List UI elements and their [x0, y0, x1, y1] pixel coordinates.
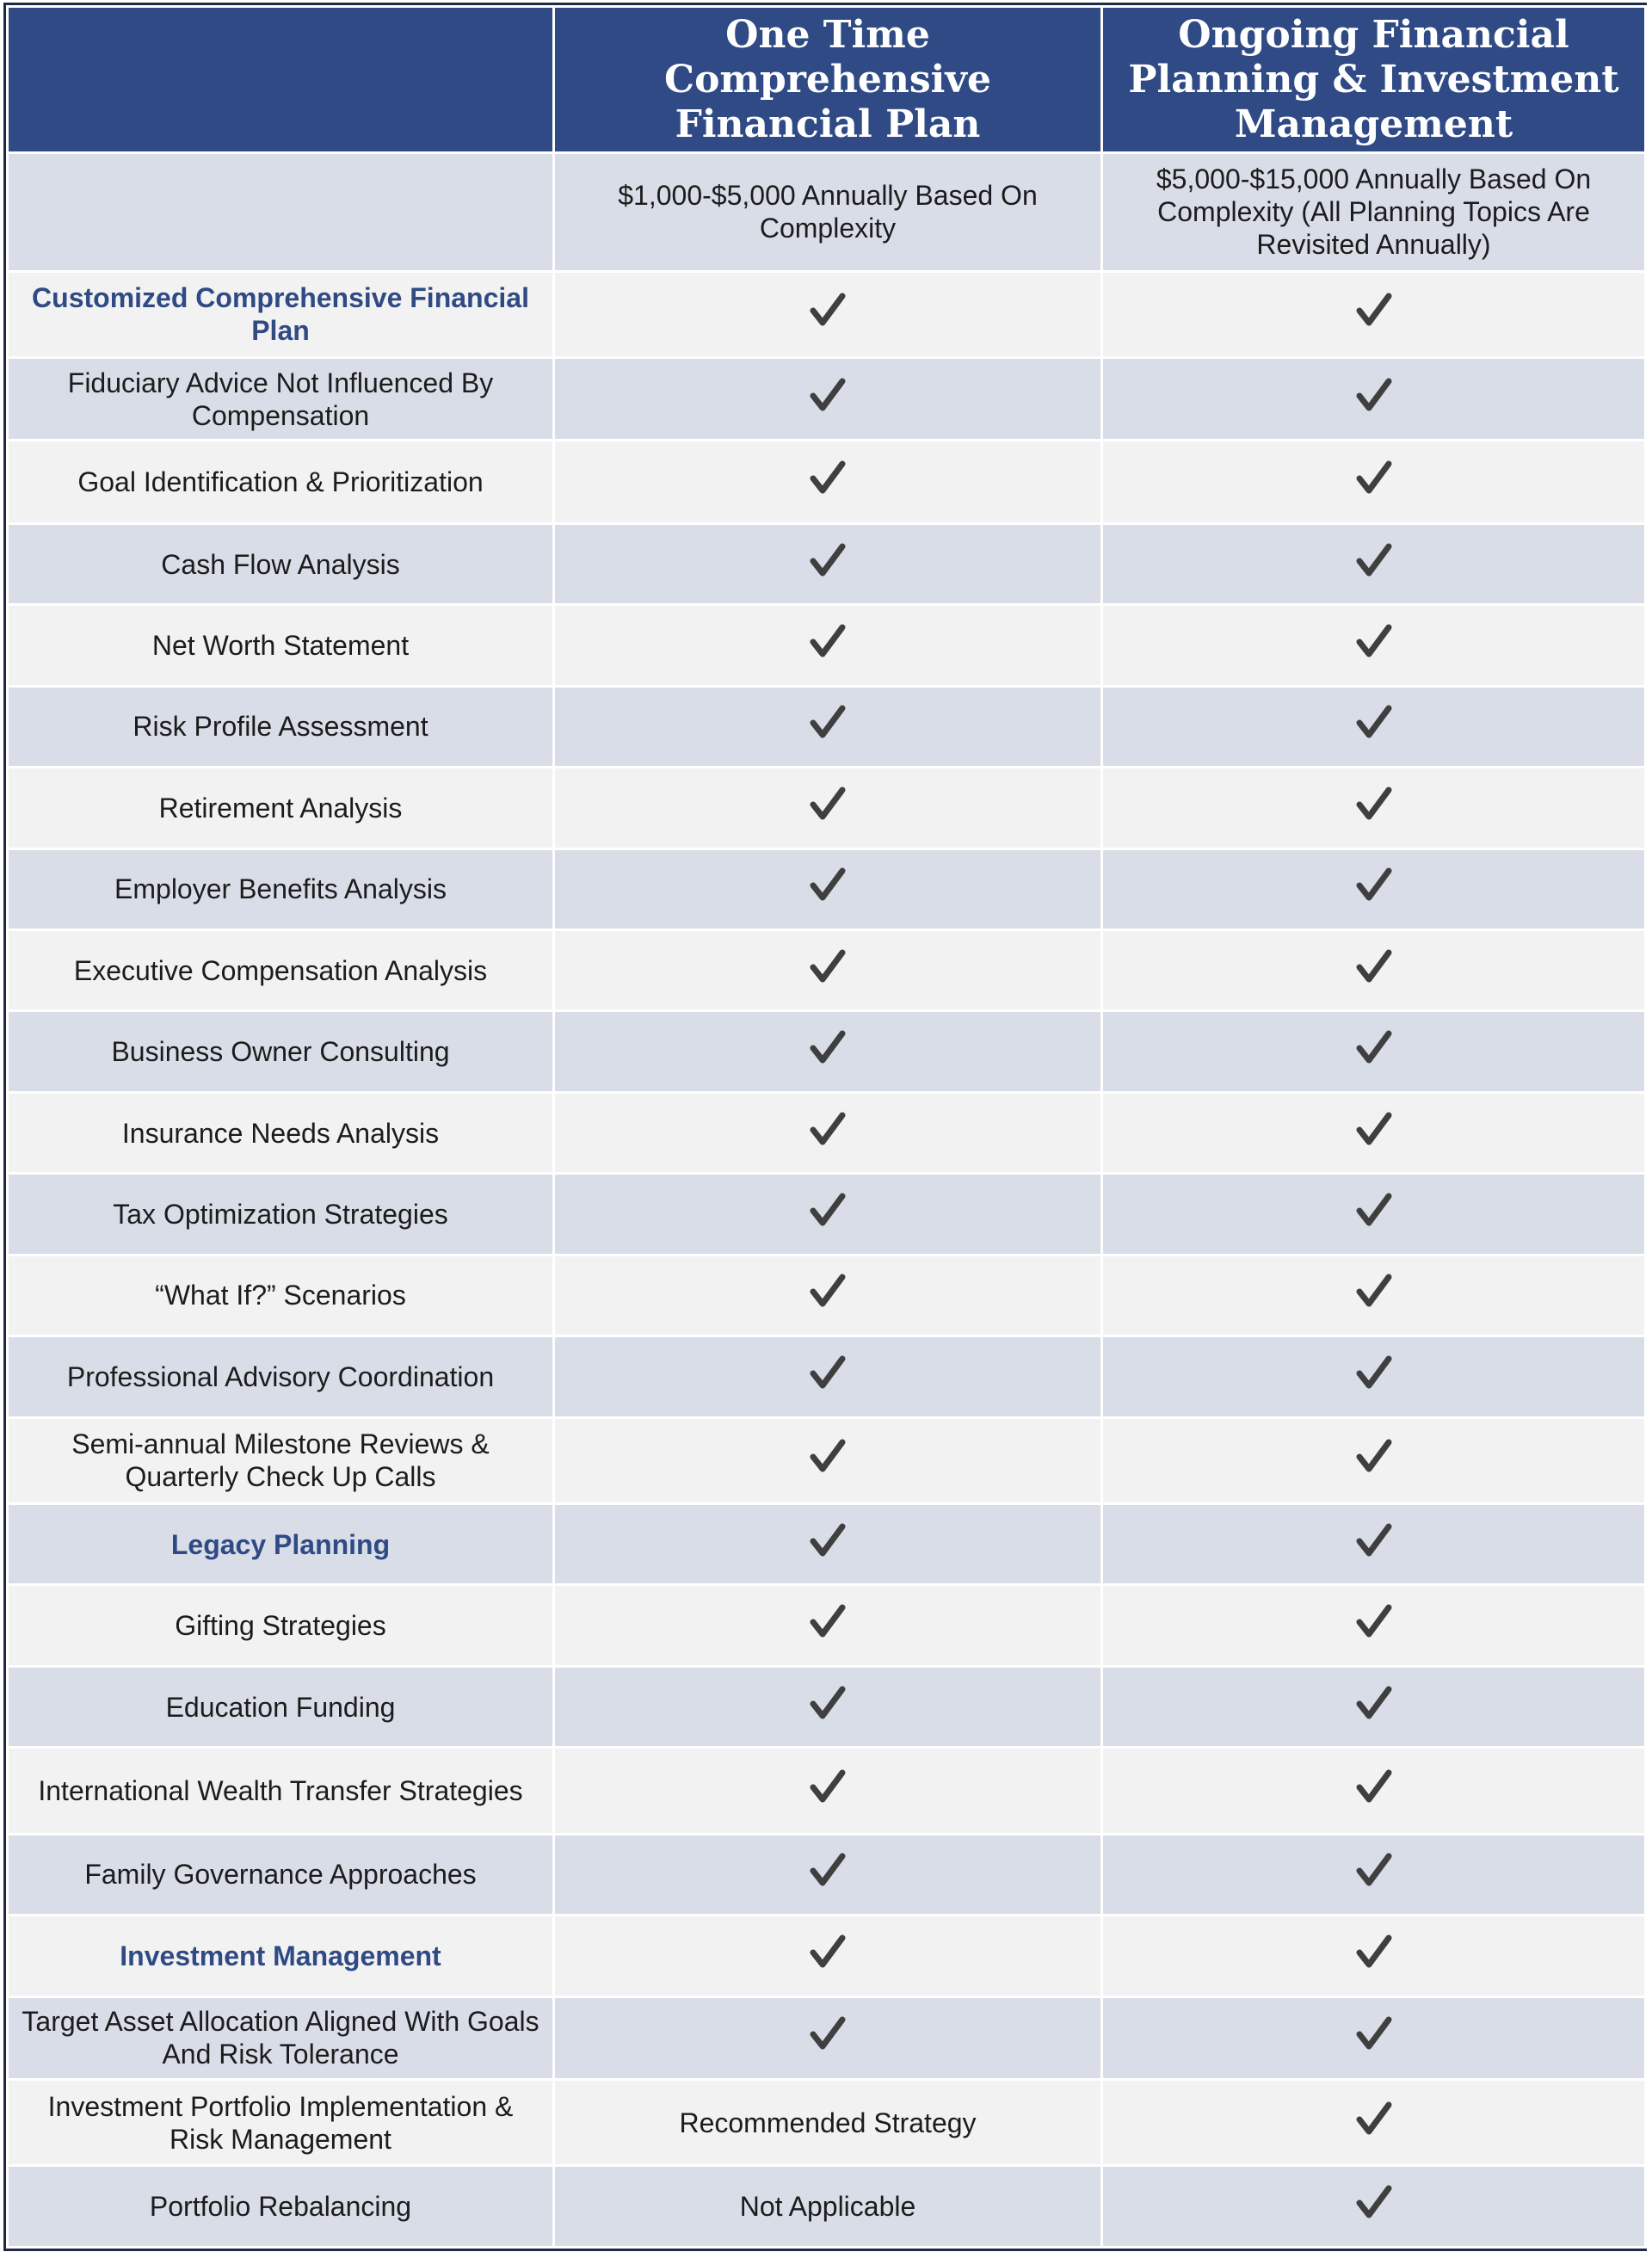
checkmark-icon — [809, 2015, 847, 2053]
checkmark-icon — [809, 292, 847, 330]
one-time-plan-cell: Not Applicable — [554, 2166, 1102, 2248]
one-time-plan-cell — [554, 271, 1102, 357]
checkmark-icon — [809, 1603, 847, 1641]
feature-label: Retirement Analysis — [8, 768, 554, 848]
feature-row — [8, 523, 1646, 604]
header-ongoing-planning: Ongoing Financial Planning & Investment Management — [1102, 7, 1646, 153]
section-heading: Investment Management — [8, 1916, 554, 1996]
service-comparison-table — [6, 5, 1647, 2249]
one-time-plan-cell — [554, 605, 1102, 686]
feature-label: Education Funding — [8, 1666, 554, 1747]
checkmark-icon — [809, 1111, 847, 1149]
feature-row — [8, 2079, 1646, 2165]
checkmark-icon — [809, 1522, 847, 1560]
one-time-plan-cell — [554, 1417, 1102, 1503]
checkmark-icon — [809, 1029, 847, 1067]
feature-row — [8, 1834, 1646, 1915]
one-time-plan-cell — [554, 848, 1102, 929]
feature-label: Target Asset Allocation Aligned With Goals And Risk Tolerance — [8, 1996, 554, 2079]
feature-row — [8, 1336, 1646, 1417]
feature-row — [8, 768, 1646, 848]
checkmark-icon — [809, 1354, 847, 1392]
one-time-plan-cell — [554, 358, 1102, 441]
feature-label: Business Owner Consulting — [8, 1011, 554, 1092]
section-heading: Customized Comprehensive Financial Plan — [8, 271, 554, 357]
checkmark-icon — [1355, 1934, 1393, 1971]
feature-row — [8, 441, 1646, 523]
checkmark-icon — [1355, 1273, 1393, 1311]
ongoing-planning-cell — [1102, 1011, 1646, 1092]
feature-label: International Wealth Transfer Strategies — [8, 1748, 554, 1834]
checkmark-icon — [809, 1934, 847, 1971]
checkmark-icon — [1355, 2184, 1393, 2222]
checkmark-icon — [1355, 1685, 1393, 1723]
one-time-plan-cell — [554, 1996, 1102, 2079]
feature-label: Portfolio Rebalancing — [8, 2166, 554, 2248]
checkmark-icon — [1355, 948, 1393, 986]
header-row — [8, 7, 1646, 153]
feature-label: Insurance Needs Analysis — [8, 1092, 554, 1173]
feature-label: Semi-annual Milestone Reviews & Quarterly Check Up Calls — [8, 1417, 554, 1503]
checkmark-icon — [1355, 292, 1393, 330]
checkmark-icon — [1355, 1029, 1393, 1067]
checkmark-icon — [1355, 1192, 1393, 1230]
feature-label: Investment Portfolio Implementation & Risk Management — [8, 2079, 554, 2165]
feature-row — [8, 1504, 1646, 1585]
checkmark-icon — [1355, 2015, 1393, 2053]
checkmark-icon — [1355, 1438, 1393, 1476]
feature-label: Gifting Strategies — [8, 1585, 554, 1666]
header-blank-cell — [8, 7, 554, 153]
feature-row — [8, 1748, 1646, 1834]
one-time-plan-cell — [554, 1336, 1102, 1417]
ongoing-planning-cell — [1102, 441, 1646, 523]
checkmark-icon — [809, 1192, 847, 1230]
checkmark-icon — [1355, 1522, 1393, 1560]
feature-label: Goal Identification & Prioritization — [8, 441, 554, 523]
feature-row — [8, 1996, 1646, 2079]
pricing-ongoing: $5,000-$15,000 Annually Based On Complexity (All Planning Topics Are Revisited Annually) — [1102, 153, 1646, 272]
one-time-plan-cell — [554, 768, 1102, 848]
feature-row — [8, 686, 1646, 767]
checkmark-icon — [809, 1768, 847, 1806]
feature-row — [8, 930, 1646, 1011]
one-time-plan-cell: Recommended Strategy — [554, 2079, 1102, 2165]
checkmark-icon — [809, 867, 847, 904]
ongoing-planning-cell — [1102, 1336, 1646, 1417]
feature-row — [8, 605, 1646, 686]
pricing-label — [8, 153, 554, 272]
one-time-plan-cell — [554, 1255, 1102, 1336]
ongoing-planning-cell — [1102, 686, 1646, 767]
one-time-plan-cell — [554, 1174, 1102, 1255]
one-time-plan-cell — [554, 441, 1102, 523]
feature-row — [8, 1255, 1646, 1336]
one-time-plan-cell — [554, 523, 1102, 604]
feature-label: Professional Advisory Coordination — [8, 1336, 554, 1417]
checkmark-icon — [1355, 377, 1393, 415]
feature-label: Risk Profile Assessment — [8, 686, 554, 767]
feature-row — [8, 848, 1646, 929]
checkmark-icon — [809, 704, 847, 742]
feature-row — [8, 2166, 1646, 2248]
checkmark-icon — [1355, 1603, 1393, 1641]
one-time-plan-cell — [554, 930, 1102, 1011]
feature-row — [8, 1011, 1646, 1092]
one-time-plan-cell — [554, 1011, 1102, 1092]
pricing-one-time: $1,000-$5,000 Annually Based On Complexity — [554, 153, 1102, 272]
ongoing-planning-cell — [1102, 768, 1646, 848]
ongoing-planning-cell — [1102, 271, 1646, 357]
feature-label: Family Governance Approaches — [8, 1834, 554, 1915]
checkmark-icon — [809, 948, 847, 986]
one-time-plan-cell — [554, 1666, 1102, 1747]
checkmark-icon — [809, 786, 847, 824]
one-time-plan-cell — [554, 1834, 1102, 1915]
feature-row — [8, 358, 1646, 441]
ongoing-planning-cell — [1102, 1092, 1646, 1173]
checkmark-icon — [1355, 542, 1393, 580]
one-time-plan-cell — [554, 1504, 1102, 1585]
checkmark-icon — [1355, 867, 1393, 904]
checkmark-icon — [809, 460, 847, 497]
one-time-plan-cell — [554, 1916, 1102, 1996]
checkmark-icon — [1355, 623, 1393, 661]
checkmark-icon — [809, 1273, 847, 1311]
one-time-plan-cell — [554, 1585, 1102, 1666]
one-time-plan-cell — [554, 1748, 1102, 1834]
checkmark-icon — [809, 542, 847, 580]
feature-row — [8, 1916, 1646, 1996]
ongoing-planning-cell — [1102, 1417, 1646, 1503]
checkmark-icon — [1355, 1852, 1393, 1890]
checkmark-icon — [1355, 460, 1393, 497]
checkmark-icon — [1355, 786, 1393, 824]
feature-row — [8, 271, 1646, 357]
ongoing-planning-cell — [1102, 930, 1646, 1011]
ongoing-planning-cell — [1102, 1174, 1646, 1255]
ongoing-planning-cell — [1102, 1504, 1646, 1585]
one-time-plan-cell — [554, 686, 1102, 767]
header-one-time-plan: One Time Comprehensive Financial Plan — [554, 7, 1102, 153]
feature-row — [8, 1417, 1646, 1503]
ongoing-planning-cell — [1102, 605, 1646, 686]
feature-label: Executive Compensation Analysis — [8, 930, 554, 1011]
checkmark-icon — [1355, 1768, 1393, 1806]
feature-label: Tax Optimization Strategies — [8, 1174, 554, 1255]
checkmark-icon — [809, 377, 847, 415]
ongoing-planning-cell — [1102, 1834, 1646, 1915]
ongoing-planning-cell — [1102, 1255, 1646, 1336]
one-time-plan-cell — [554, 1092, 1102, 1173]
feature-label: “What If?” Scenarios — [8, 1255, 554, 1336]
ongoing-planning-cell — [1102, 358, 1646, 441]
section-heading: Legacy Planning — [8, 1504, 554, 1585]
feature-row — [8, 1585, 1646, 1666]
ongoing-planning-cell — [1102, 848, 1646, 929]
checkmark-icon — [1355, 1354, 1393, 1392]
feature-row — [8, 1092, 1646, 1173]
checkmark-icon — [809, 1685, 847, 1723]
feature-label: Employer Benefits Analysis — [8, 848, 554, 929]
ongoing-planning-cell — [1102, 1748, 1646, 1834]
checkmark-icon — [1355, 1111, 1393, 1149]
feature-row — [8, 1174, 1646, 1255]
ongoing-planning-cell — [1102, 1996, 1646, 2079]
checkmark-icon — [809, 1852, 847, 1890]
ongoing-planning-cell — [1102, 1666, 1646, 1747]
checkmark-icon — [809, 1438, 847, 1476]
feature-label: Cash Flow Analysis — [8, 523, 554, 604]
checkmark-icon — [1355, 2101, 1393, 2138]
ongoing-planning-cell — [1102, 523, 1646, 604]
ongoing-planning-cell — [1102, 1916, 1646, 1996]
ongoing-planning-cell — [1102, 2166, 1646, 2248]
pricing-row — [8, 153, 1646, 272]
ongoing-planning-cell — [1102, 1585, 1646, 1666]
feature-label: Fiduciary Advice Not Influenced By Compensation — [8, 358, 554, 441]
checkmark-icon — [809, 623, 847, 661]
feature-label: Net Worth Statement — [8, 605, 554, 686]
comparison-table-frame — [3, 3, 1647, 2251]
feature-row — [8, 1666, 1646, 1747]
checkmark-icon — [1355, 704, 1393, 742]
ongoing-planning-cell — [1102, 2079, 1646, 2165]
